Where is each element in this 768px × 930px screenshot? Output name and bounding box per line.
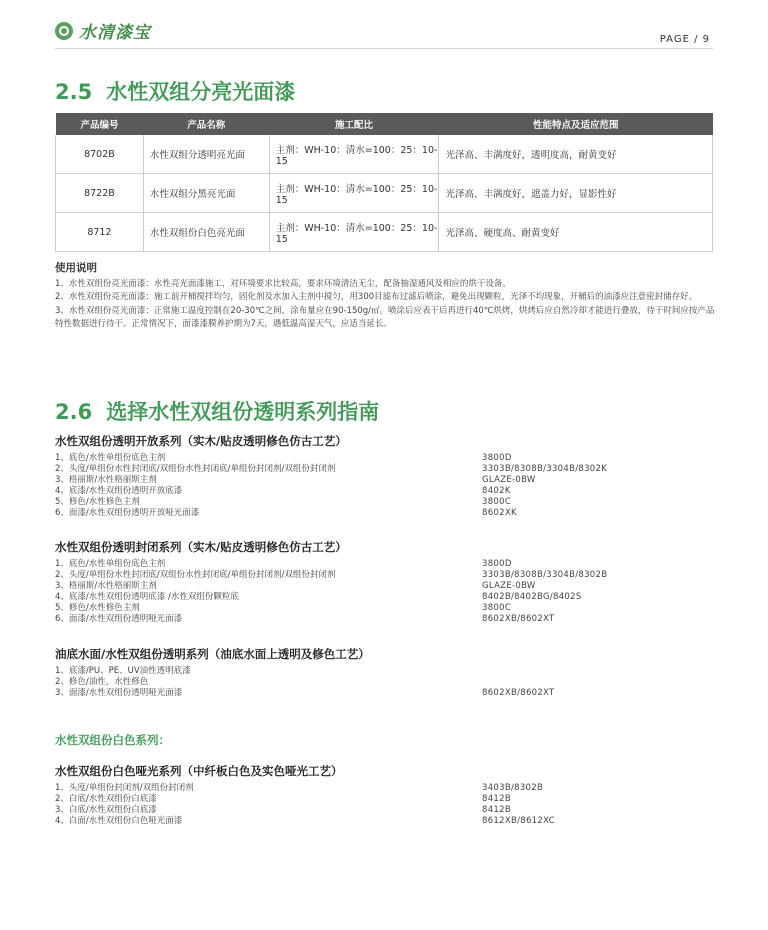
cell-features: 光泽高、丰满度好，透明度高，耐黄变好 — [439, 135, 713, 174]
step-label: 1、头度/单组份封闭剂/双组份封闭剂 — [55, 783, 194, 793]
cell-name: 水性双组分透明亮光面 — [143, 135, 269, 174]
white-series-heading — [55, 732, 715, 752]
step-label: 6、面漆/水性双组份透明开放哑光面漆 — [55, 508, 200, 518]
list-item — [55, 794, 715, 805]
product-code: 8402K — [482, 486, 511, 496]
series-title: 水性双组份白色系列： — [55, 733, 170, 747]
step-label: 2、修色/油性，水性修色 — [55, 677, 149, 687]
step-label: 3、格丽斯/水性格丽斯主剂 — [55, 475, 157, 485]
section-heading: 选择水性双组份透明系列指南 — [106, 400, 380, 424]
usage-item: 1、水性双组份亮光面漆：水性亮光面漆施工，对环境要求比较高，要求环境清洁无尘，配备抽湿通风及相应的烘干设备。 — [55, 278, 511, 289]
col-header-features: 性能特点及适应范围 — [439, 113, 713, 135]
usage-item: 2、水性双组份亮光面漆：施工前开桶搅拌均匀，固化剂及水加入主剂中搅匀，用300目滤布过滤后喷涂，避免出现颗粒，光泽不均现象，开桶后的油漆应注意密封储存好。 — [55, 292, 698, 302]
step-label: 3、白底/水性双组份白底漆 — [55, 805, 157, 815]
guide-group-open — [55, 433, 715, 519]
step-label: 2、白底/水性双组份白底漆 — [55, 794, 157, 804]
product-code: GLAZE-0BW — [482, 475, 536, 485]
list-item — [55, 666, 715, 677]
list-item — [55, 783, 715, 794]
step-label: 2、头度/单组份水性封闭底/双组份水性封闭底/单组份封闭剂/双组份封闭剂 — [55, 464, 336, 474]
page-header — [0, 0, 768, 48]
list-item — [55, 559, 715, 570]
product-table — [55, 113, 713, 252]
step-label: 4、底漆/水性双组份透明底漆 /水性双组份颗粒底 — [55, 592, 239, 602]
product-code: 8612XB/8612XC — [482, 816, 555, 826]
table-row — [56, 174, 713, 213]
list-item — [55, 497, 715, 508]
table-header-row — [56, 113, 713, 135]
list-item — [55, 570, 715, 581]
usage-notes — [55, 262, 715, 332]
col-header-code: 产品编号 — [56, 113, 144, 135]
list-item — [55, 464, 715, 475]
section-number: 2.5 — [55, 80, 93, 104]
list-item — [55, 453, 715, 464]
section-number: 2.6 — [55, 400, 93, 424]
product-code: 8602XB/8602XT — [482, 688, 555, 698]
step-label: 5、修色/水性修色主剂 — [55, 603, 140, 613]
cell-ratio: 主剂：WH-10：清水=100：25：10-15 — [269, 135, 439, 174]
logo-icon — [55, 22, 73, 40]
section-title-2-5 — [55, 76, 295, 106]
cell-name: 水性双组份白色亮光面 — [143, 213, 269, 252]
cell-name: 水性双组分黑亮光面 — [143, 174, 269, 213]
table-row — [56, 135, 713, 174]
cell-features: 光泽高、硬度高、耐黄变好 — [439, 213, 713, 252]
product-code: 8602XK — [482, 508, 517, 518]
product-code: 3800C — [482, 497, 512, 507]
section-title-2-6 — [55, 396, 379, 426]
step-label: 2、头度/单组份水性封闭底/双组份水性封闭底/单组份封闭剂/双组份封闭剂 — [55, 570, 336, 580]
list-item — [55, 592, 715, 603]
group-title: 水性双组份白色哑光系列（中纤板白色及实色哑光工艺） — [55, 764, 343, 778]
group-title: 水性双组份透明封闭系列（实木/贴皮透明修色仿古工艺） — [55, 540, 347, 554]
usage-title: 使用说明 — [55, 262, 97, 274]
col-header-ratio: 施工配比 — [269, 113, 439, 135]
list-item — [55, 581, 715, 592]
header-divider — [55, 48, 713, 49]
list-item — [55, 677, 715, 688]
step-label: 3、面漆/水性双组份透明哑光面漆 — [55, 688, 183, 698]
product-code: 3800D — [482, 453, 512, 463]
step-label: 5、修色/水性修色主剂 — [55, 497, 140, 507]
product-code: 8412B — [482, 805, 511, 815]
guide-group-oil-base — [55, 646, 715, 699]
group-title: 水性双组份透明开放系列（实木/贴皮透明修色仿古工艺） — [55, 434, 347, 448]
guide-group-white — [55, 763, 715, 827]
list-item — [55, 816, 715, 827]
step-label: 3、格丽斯/水性格丽斯主剂 — [55, 581, 157, 591]
col-header-name: 产品名称 — [143, 113, 269, 135]
page-number: PAGE / 9 — [659, 34, 710, 45]
cell-features: 光泽高、丰满度好，遮盖力好，显影性好 — [439, 174, 713, 213]
logo-text: 水清漆宝 — [79, 23, 151, 43]
cell-code: 8702B — [56, 135, 144, 174]
guide-group-closed — [55, 539, 715, 625]
cell-code: 8712 — [56, 213, 144, 252]
table-row — [56, 213, 713, 252]
brand-logo — [55, 18, 151, 43]
cell-ratio: 主剂：WH-10：清水=100：25：10-15 — [269, 174, 439, 213]
cell-ratio: 主剂：WH-10：清水=100：25：10-15 — [269, 213, 439, 252]
product-code: 3800D — [482, 559, 512, 569]
step-label: 6、面漆/水性双组份透明哑光面漆 — [55, 614, 183, 624]
product-code: 3403B/8302B — [482, 783, 544, 793]
step-label: 1、底漆/PU、PE、UV油性透明底漆 — [55, 666, 191, 676]
usage-item: 3、水性双组份亮光面漆：正常施工温度控制在20-30℃之间，涂布量应在90-150g/㎡。喷涂后应表干后再进行40℃烘烤，烘烤后应自然冷却才能进行叠放，待干时间应按产品特性数据进行待干。正常情况下，面漆漆膜养护期为7天，遇低温高湿天气，应适当延长。 — [55, 305, 715, 329]
product-code: 8412B — [482, 794, 511, 804]
product-code: 8602XB/8602XT — [482, 614, 555, 624]
step-label: 1、底色/水性单组份底色主剂 — [55, 453, 166, 463]
step-label: 4、底漆/水性双组份透明开放底漆 — [55, 486, 183, 496]
list-item — [55, 603, 715, 614]
product-code: 3303B/8308B/3304B/8302K — [482, 464, 608, 474]
product-code: 8402B/8402BG/8402S — [482, 592, 582, 602]
list-item — [55, 688, 715, 699]
product-code: 3800C — [482, 603, 512, 613]
group-title: 油底水面/水性双组份透明系列（油底水面上透明及修色工艺） — [55, 647, 370, 661]
step-label: 1、底色/水性单组份底色主剂 — [55, 559, 166, 569]
list-item — [55, 805, 715, 816]
product-code: GLAZE-0BW — [482, 581, 536, 591]
step-label: 4、白面/水性双组份白色哑光面漆 — [55, 816, 183, 826]
list-item — [55, 475, 715, 486]
list-item — [55, 486, 715, 497]
list-item — [55, 508, 715, 519]
product-code: 3303B/8308B/3304B/8302B — [482, 570, 608, 580]
cell-code: 8722B — [56, 174, 144, 213]
section-heading: 水性双组分亮光面漆 — [106, 80, 296, 104]
list-item — [55, 614, 715, 625]
